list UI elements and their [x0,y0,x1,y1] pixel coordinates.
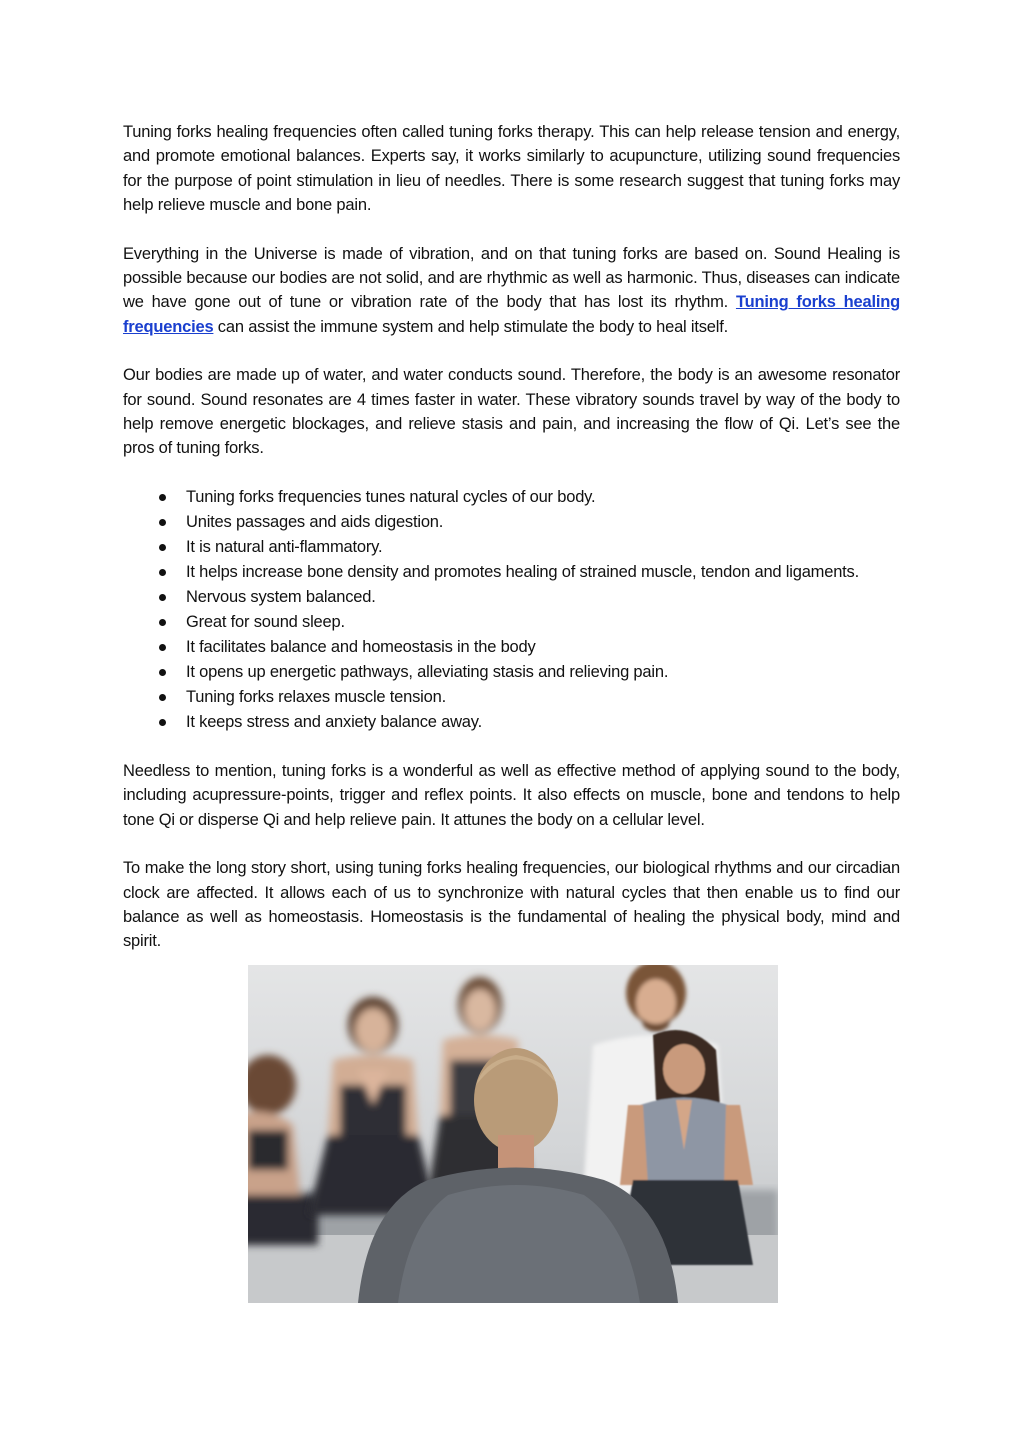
bullet-icon [159,644,166,651]
list-item: It facilitates balance and homeostasis in the body [123,635,900,660]
photo-illustration [248,965,778,1303]
list-item: Nervous system balanced. [123,585,900,610]
pros-list [123,485,900,735]
bullet-icon [159,494,166,501]
paragraph-water: Our bodies are made up of water, and water conducts sound. Therefore, the body is an awesome resonator for sound. Sound resonates are 4 times faster in water. These vibratory sounds travel by way of the body to help remove energetic blockages, and relieve stasis and pain, and increasing the flow of Qi. Let’s see the pros of tuning forks. [123,366,900,458]
paragraph-vibration [123,242,900,340]
paragraph-vibration-text-end: can assist the immune system and help stimulate the body to heal itself. [213,317,729,336]
bullet-icon [159,669,166,676]
list-item: Great for sound sleep. [123,610,900,635]
paragraph-conclusion: To make the long story short, using tuning forks healing frequencies, our biological rhythms and our circadian clock are affected. It allows each of us to synchronize with natural cycles that then enable us to find our balance as well as homeostasis. Homeostasis is the fundamental of healing the physical body, mind and spirit. [123,859,900,951]
list-item: Tuning forks frequencies tunes natural cycles of our body. [123,485,900,510]
tuning-forks-link[interactable]: Tuning forks healing frequencies [123,293,900,336]
bullet-icon [159,719,166,726]
bullet-icon [159,544,166,551]
bullet-icon [159,569,166,576]
bullet-icon [159,619,166,626]
bullet-icon [159,694,166,701]
paragraph-intro: Tuning forks healing frequencies often called tuning forks therapy. This can help release tension and energy, and promote emotional balances. Experts say, it works similarly to acupuncture, utilizing sound frequencies for the purpose of point stimulation in lieu of needles. There is some research suggest that tuning forks may help relieve muscle and bone pain. [123,123,900,215]
document-body [123,120,900,978]
paragraph-vibration-text: Everything in the Universe is made of vibration, and on that tuning forks are based on. Sound Healing is possible because our bodies are not solid, and are rhythmic as well as harmonic. Thus, diseases can indicate we have gone out of tune or vibration rate of the body that has lost its rhythm. [123,244,900,312]
list-item: Unites passages and aids digestion. [123,510,900,535]
bullet-icon [159,519,166,526]
paragraph-needless: Needless to mention, tuning forks is a wonderful as well as effective method of applying sound to the body, including acupressure-points, trigger and reflex points. It also effects on muscle, bone and tendons to help tone Qi or disperse Qi and help relieve pain. It attunes the body on a cellular level. [123,761,900,829]
list-item: It is natural anti-flammatory. [123,535,900,560]
list-item: Tuning forks relaxes muscle tension. [123,685,900,710]
bullet-icon [159,594,166,601]
list-item: It keeps stress and anxiety balance away. [123,710,900,735]
list-item: It helps increase bone density and promotes healing of strained muscle, tendon and ligaments. [123,560,900,585]
list-item: It opens up energetic pathways, alleviating stasis and relieving pain. [123,660,900,685]
group-meditation-photo [248,965,778,1303]
